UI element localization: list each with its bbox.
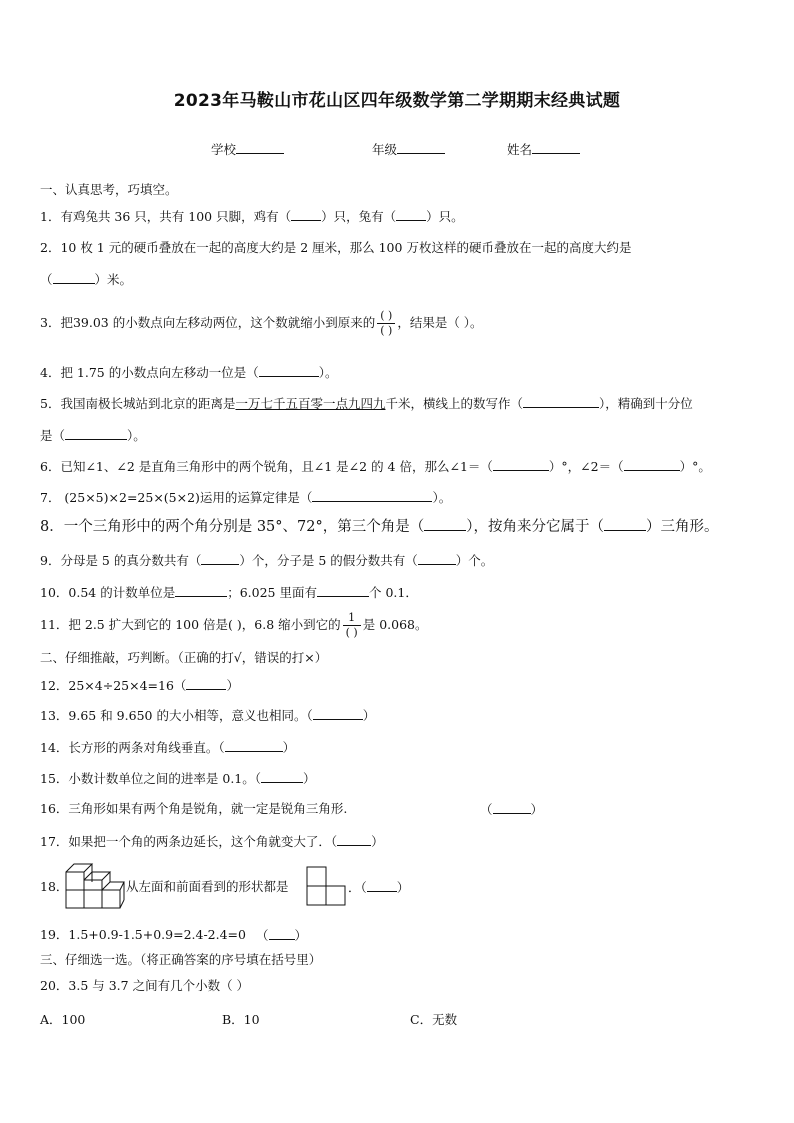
question-13: 13．9.65 和 9.650 的大小相等，意义也相同。（ ）: [40, 708, 376, 723]
question-14: 14．长方形的两条对角线垂直。（ ）: [40, 740, 296, 755]
question-11: 11．把 2.5 扩大到它的 100 倍是( )，6.8 缩小到它的 $\frac{1}{( )}$ 是 0.068。: [40, 611, 428, 639]
view-shape-figure: [306, 866, 346, 906]
question-7: 7． (25×5)×2=25×(5×2)运用的运算定律是（ ）。: [40, 490, 452, 505]
grade-field: [372, 140, 445, 158]
question-8: 8．一个三角形中的两个角分别是 35°、72°，第三个角是（ ），按角来分它属于（ ）三角形。: [40, 519, 719, 535]
school-blank: [236, 141, 284, 154]
question-4: 4．把 1.75 的小数点向左移动一位是（ ）。: [40, 365, 338, 380]
name-label: 姓名: [507, 142, 533, 157]
cube-stack-figure: [64, 858, 126, 916]
question-15: 15．小数计数单位之间的进率是 0.1。（ ）: [40, 771, 316, 786]
question-16-answer: （ ）: [480, 802, 544, 817]
question-2-line-2: （ ）米。: [40, 272, 133, 287]
question-16: 16．三角形如果有两个角是锐角，就一定是锐角三角形.: [40, 801, 348, 816]
question-18-number: 18．: [40, 879, 69, 894]
section-2-heading: 二、仔细推敲，巧判断。（正确的打√，错误的打×）: [40, 650, 328, 665]
question-1: 1．有鸡兔共 36 只，共有 100 只脚，鸡有（ ）只，兔有（ ）只。: [40, 209, 464, 224]
question-2-line-1: 2．10 枚 1 元的硬币叠放在一起的高度大约是 2 厘米，那么 100 万枚这样的硬币叠放在一起的高度大约是: [40, 240, 632, 255]
option-b: B．10: [222, 1012, 260, 1027]
question-6: 6．已知∠1、∠2 是直角三角形中的两个锐角，且∠1 是∠2 的 4 倍，那么∠1＝（ ）°，∠2＝（ ）°。: [40, 459, 711, 474]
question-3: 3．把39.03 的小数点向左移动两位，这个数就缩小到原来的 $\frac{( )}{( )}$ ，结果是（ ）。: [40, 309, 483, 337]
question-9: 9．分母是 5 的真分数共有（ ）个，分子是 5 的假分数共有（ ）个。: [40, 553, 494, 568]
option-c: C．无数: [410, 1012, 458, 1027]
question-5-line-2: 是（ ）。: [40, 428, 146, 443]
grade-label: 年级: [372, 142, 398, 157]
question-12: 12．25×4÷25×4=16（ ）: [40, 678, 239, 693]
question-19: 19．1.5+0.9-1.5+0.9=2.4-2.4=0: [40, 927, 246, 942]
question-17: 17．如果把一个角的两条边延长，这个角就变大了．（ ）: [40, 834, 384, 849]
name-blank: [532, 141, 580, 154]
section-3-heading: 三、仔细选一选。（将正确答案的序号填在括号里）: [40, 952, 322, 967]
fraction-q11: $\frac{1}{( )}$: [343, 611, 361, 640]
fraction-q3: $\frac{( )}{( )}$: [377, 309, 395, 338]
question-18-answer: ．（ ）: [348, 880, 410, 895]
question-19-answer: （ ）: [256, 928, 308, 943]
school-field: [211, 140, 284, 158]
question-18-text: 从左面和前面看到的形状都是: [126, 879, 289, 894]
question-10: 10．0.54 的计数单位是 ；6.025 里面有 个 0.1．: [40, 585, 418, 600]
name-field: [507, 140, 580, 158]
grade-blank: [397, 141, 445, 154]
page-title: 2023年马鞍山市花山区四年级数学第二学期期末经典试题: [173, 91, 621, 111]
question-5-line-1: 5．我国南极长城站到北京的距离是一万七千五百零一点九四九千米，横线上的数写作（ ），精确到十分位: [40, 396, 693, 411]
section-1-heading: 一、认真思考，巧填空。: [40, 182, 178, 197]
option-a: A．100: [40, 1012, 86, 1027]
school-label: 学校: [211, 142, 237, 157]
question-20: 20．3.5 与 3.7 之间有几个小数（ ）: [40, 978, 250, 993]
